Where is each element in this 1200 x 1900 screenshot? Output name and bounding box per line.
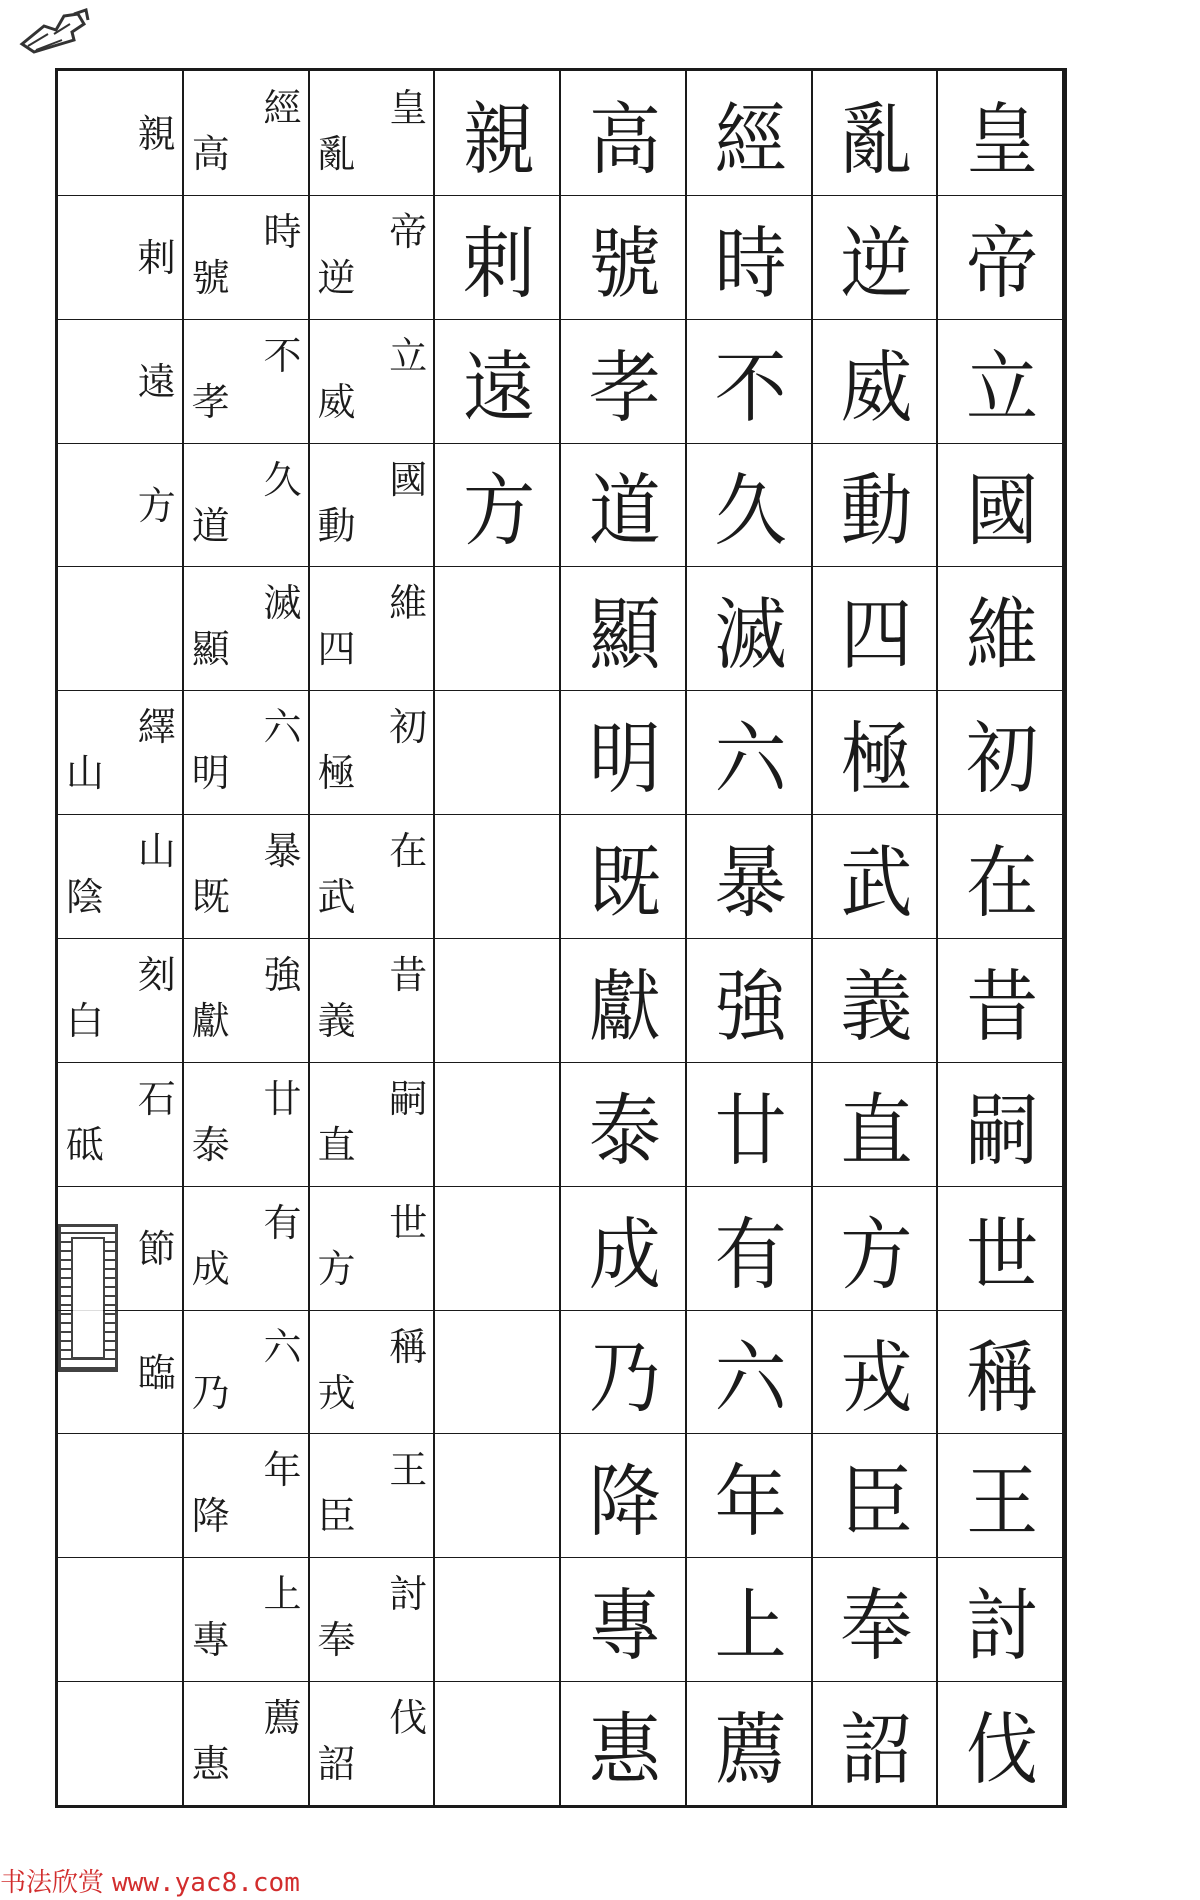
seal-glyph: 義 <box>840 961 911 1052</box>
transcription-char: 剌 <box>137 235 176 280</box>
seal-glyph-cell <box>813 1186 939 1310</box>
transcription-char: 稱 <box>389 1324 428 1369</box>
transcription-char: 義 <box>317 999 356 1043</box>
seal-glyph: 昔 <box>966 961 1037 1052</box>
seal-glyph: 維 <box>966 589 1037 681</box>
seal-glyph: 戎 <box>840 1332 911 1424</box>
transcription-char: 帝 <box>389 209 428 254</box>
seal-glyph-cell <box>687 566 813 690</box>
seal-glyph: 世 <box>966 1208 1037 1300</box>
seal-glyph: 惠 <box>588 1704 659 1795</box>
seal-glyph: 薦 <box>714 1704 785 1795</box>
seal-glyph-cell <box>435 71 561 195</box>
transcription-char: 世 <box>389 1200 428 1245</box>
seal-glyph: 明 <box>588 713 659 805</box>
transcription-cell <box>184 690 310 814</box>
seal-glyph: 詔 <box>840 1704 911 1795</box>
seal-glyph: 專 <box>588 1580 659 1672</box>
seal-glyph: 滅 <box>714 589 785 681</box>
seal-glyph: 嗣 <box>966 1084 1037 1176</box>
seal-glyph-cell <box>813 1557 939 1681</box>
transcription-cell <box>184 938 310 1062</box>
seal-glyph-cell <box>938 1062 1064 1186</box>
seal-glyph: 國 <box>966 465 1037 557</box>
transcription-cell <box>58 938 184 1062</box>
seal-glyph-cell <box>561 1557 687 1681</box>
seal-glyph-cell <box>687 195 813 319</box>
transcription-char: 極 <box>317 751 356 796</box>
seal-glyph-cell <box>938 71 1064 195</box>
seal-glyph-cell <box>813 1310 939 1434</box>
seal-glyph-cell <box>938 814 1064 938</box>
seal-glyph-cell <box>687 814 813 938</box>
seal-glyph: 初 <box>966 713 1037 805</box>
transcription-char: 遠 <box>137 359 176 404</box>
transcription-char: 立 <box>389 333 428 378</box>
logo-stamp <box>14 6 96 56</box>
transcription-char: 方 <box>317 1246 356 1291</box>
transcription-char: 年 <box>263 1448 302 1493</box>
seal-glyph-cell <box>687 690 813 814</box>
transcription-char: 乃 <box>191 1370 230 1415</box>
seal-glyph-cell <box>687 1681 813 1805</box>
transcription-cell <box>310 814 436 938</box>
transcription-char: 高 <box>191 132 230 176</box>
seal-glyph-cell <box>938 1433 1064 1557</box>
seal-glyph: 直 <box>840 1084 911 1176</box>
transcription-cell <box>310 319 436 443</box>
seal-glyph-cell <box>938 1557 1064 1681</box>
seal-glyph: 伐 <box>966 1704 1037 1795</box>
transcription-cell <box>184 443 310 567</box>
seal-glyph: 乃 <box>588 1332 659 1424</box>
seal-glyph-cell <box>435 195 561 319</box>
transcription-cell <box>58 443 184 567</box>
transcription-cell <box>184 1681 310 1805</box>
transcription-char: 親 <box>137 112 176 156</box>
seal-glyph: 親 <box>463 94 534 185</box>
calligraphy-grid <box>55 68 1067 1808</box>
transcription-char: 泰 <box>191 1122 230 1167</box>
seal-glyph: 奉 <box>840 1580 911 1672</box>
seal-glyph: 方 <box>463 465 534 557</box>
seal-glyph-cell <box>561 814 687 938</box>
seal-glyph-cell <box>561 1681 687 1805</box>
transcription-char: 山 <box>66 751 105 796</box>
seal-glyph-cell <box>813 1681 939 1805</box>
seal-glyph-cell <box>938 938 1064 1062</box>
seal-glyph: 極 <box>840 713 911 805</box>
transcription-char: 在 <box>389 829 428 874</box>
transcription-char: 繹 <box>137 705 176 750</box>
transcription-char: 經 <box>263 86 302 130</box>
seal-glyph: 久 <box>714 465 785 557</box>
seal-glyph-cell <box>938 1681 1064 1805</box>
transcription-cell <box>310 1681 436 1805</box>
seal-glyph: 既 <box>588 837 659 928</box>
seal-glyph: 高 <box>588 94 659 185</box>
seal-glyph-cell <box>561 690 687 814</box>
transcription-cell <box>58 71 184 195</box>
transcription-cell <box>58 1062 184 1186</box>
seal-glyph-cell <box>561 566 687 690</box>
transcription-cell <box>184 1062 310 1186</box>
seal-glyph-cell <box>561 71 687 195</box>
transcription-char: 國 <box>389 457 428 502</box>
seal-glyph-cell <box>687 1062 813 1186</box>
seal-glyph-cell <box>687 938 813 1062</box>
seal-glyph: 獻 <box>588 961 659 1052</box>
seal-glyph: 暴 <box>714 837 785 928</box>
transcription-cell <box>310 195 436 319</box>
transcription-char: 皇 <box>389 86 428 130</box>
transcription-char: 砥 <box>66 1122 105 1167</box>
transcription-char: 廿 <box>263 1076 302 1121</box>
transcription-char: 昔 <box>389 953 428 997</box>
transcription-cell <box>58 690 184 814</box>
transcription-cell <box>310 1310 436 1434</box>
transcription-cell <box>184 195 310 319</box>
seal-glyph: 上 <box>714 1580 785 1672</box>
seal-glyph-cell <box>561 1186 687 1310</box>
seal-glyph-cell <box>435 443 561 567</box>
transcription-cell <box>310 71 436 195</box>
seal-glyph: 年 <box>714 1456 785 1548</box>
transcription-char: 方 <box>137 483 176 528</box>
transcription-char: 直 <box>317 1122 356 1167</box>
seal-glyph: 顯 <box>588 589 659 681</box>
transcription-char: 既 <box>191 875 230 920</box>
transcription-char: 逆 <box>317 255 356 300</box>
transcription-char: 威 <box>317 379 356 424</box>
transcription-char: 降 <box>191 1494 230 1539</box>
seal-glyph-cell <box>687 1557 813 1681</box>
transcription-cell <box>310 690 436 814</box>
transcription-char: 伐 <box>389 1696 428 1741</box>
transcription-char: 號 <box>191 255 230 300</box>
seal-glyph-cell <box>938 1310 1064 1434</box>
seal-glyph: 孝 <box>588 341 659 433</box>
seal-glyph: 動 <box>840 465 911 557</box>
seal-glyph: 逆 <box>840 217 911 309</box>
transcription-cell <box>310 443 436 567</box>
transcription-char: 專 <box>191 1618 230 1663</box>
seal-glyph: 亂 <box>840 94 911 185</box>
seal-glyph-cell <box>687 443 813 567</box>
seal-glyph-cell <box>813 1433 939 1557</box>
transcription-cell <box>310 1186 436 1310</box>
seal-glyph-cell <box>813 319 939 443</box>
transcription-char: 節 <box>137 1226 176 1271</box>
transcription-cell <box>184 319 310 443</box>
seal-glyph-cell <box>813 443 939 567</box>
transcription-cell <box>310 1557 436 1681</box>
transcription-char: 六 <box>263 1324 302 1369</box>
seal-glyph-cell <box>938 195 1064 319</box>
transcription-char: 上 <box>263 1572 302 1617</box>
transcription-cell <box>184 814 310 938</box>
seal-glyph: 六 <box>714 1332 785 1424</box>
transcription-char: 久 <box>263 457 302 502</box>
transcription-char: 詔 <box>317 1742 356 1787</box>
seal-glyph: 強 <box>714 961 785 1052</box>
seal-glyph-cell <box>813 690 939 814</box>
seal-glyph: 經 <box>714 94 785 185</box>
seal-glyph-cell <box>687 319 813 443</box>
seal-glyph-cell <box>561 938 687 1062</box>
transcription-char: 惠 <box>191 1742 230 1787</box>
seal-glyph-cell <box>938 319 1064 443</box>
seal-glyph-cell <box>938 1186 1064 1310</box>
seal-glyph: 四 <box>840 589 911 681</box>
site-url: www.yac8.com <box>112 1868 300 1898</box>
seal-stamp <box>58 1224 118 1372</box>
transcription-char: 刻 <box>137 953 176 997</box>
transcription-char: 道 <box>191 503 230 548</box>
seal-glyph-cell <box>813 195 939 319</box>
transcription-cell <box>184 1186 310 1310</box>
transcription-char: 六 <box>263 705 302 750</box>
transcription-char: 孝 <box>191 379 230 424</box>
transcription-char: 嗣 <box>389 1076 428 1121</box>
seal-glyph: 武 <box>840 837 911 928</box>
transcription-char: 強 <box>263 953 302 997</box>
seal-glyph: 在 <box>966 837 1037 928</box>
seal-glyph: 皇 <box>966 94 1037 185</box>
watermark-footer <box>0 1862 300 1899</box>
transcription-cell <box>184 566 310 690</box>
transcription-char: 獻 <box>191 999 230 1043</box>
transcription-char: 臣 <box>317 1494 356 1539</box>
seal-glyph: 遠 <box>463 341 534 433</box>
transcription-char: 有 <box>263 1200 302 1245</box>
seal-glyph: 時 <box>714 217 785 309</box>
seal-glyph-cell <box>687 1433 813 1557</box>
seal-glyph: 六 <box>714 713 785 805</box>
transcription-cell <box>310 938 436 1062</box>
transcription-cell <box>184 1433 310 1557</box>
site-name: 书法欣赏 <box>0 1868 105 1898</box>
seal-glyph: 稱 <box>966 1332 1037 1424</box>
transcription-cell <box>310 566 436 690</box>
seal-glyph-cell <box>813 814 939 938</box>
transcription-char: 顯 <box>191 627 230 672</box>
seal-glyph: 方 <box>840 1208 911 1300</box>
seal-glyph-cell <box>561 443 687 567</box>
transcription-cell <box>58 195 184 319</box>
seal-glyph-cell <box>687 71 813 195</box>
transcription-char: 戎 <box>317 1370 356 1415</box>
transcription-char: 明 <box>191 751 230 796</box>
seal-glyph-cell <box>561 195 687 319</box>
transcription-char: 白 <box>66 999 105 1043</box>
seal-glyph-cell <box>561 319 687 443</box>
transcription-char: 臨 <box>137 1350 176 1395</box>
seal-glyph: 有 <box>714 1208 785 1300</box>
seal-glyph-cell <box>813 938 939 1062</box>
seal-glyph: 道 <box>588 465 659 557</box>
seal-glyph: 號 <box>588 217 659 309</box>
seal-glyph: 王 <box>966 1456 1037 1548</box>
transcription-cell <box>184 71 310 195</box>
transcription-cell <box>184 1557 310 1681</box>
transcription-cell <box>310 1062 436 1186</box>
transcription-char: 滅 <box>263 581 302 626</box>
transcription-char: 初 <box>389 705 428 750</box>
transcription-char: 成 <box>191 1246 230 1291</box>
seal-glyph: 不 <box>714 341 785 433</box>
transcription-cell <box>310 1433 436 1557</box>
transcription-char: 陰 <box>66 875 105 920</box>
transcription-cell <box>184 1310 310 1434</box>
seal-glyph-cell <box>435 319 561 443</box>
transcription-char: 山 <box>137 829 176 874</box>
seal-glyph: 討 <box>966 1580 1037 1672</box>
transcription-cell <box>58 319 184 443</box>
transcription-char: 暴 <box>263 829 302 874</box>
seal-glyph: 威 <box>840 341 911 433</box>
seal-glyph-cell <box>813 1062 939 1186</box>
transcription-char: 時 <box>263 209 302 254</box>
seal-glyph-cell <box>938 566 1064 690</box>
seal-glyph: 成 <box>588 1208 659 1300</box>
transcription-char: 動 <box>317 503 356 548</box>
seal-glyph-cell <box>938 443 1064 567</box>
seal-glyph: 降 <box>588 1456 659 1548</box>
seal-glyph-cell <box>813 566 939 690</box>
seal-glyph-cell <box>687 1186 813 1310</box>
transcription-char: 維 <box>389 581 428 626</box>
seal-glyph-cell <box>938 690 1064 814</box>
seal-glyph: 泰 <box>588 1084 659 1176</box>
transcription-char: 武 <box>317 875 356 920</box>
transcription-char: 薦 <box>263 1696 302 1741</box>
transcription-char: 奉 <box>317 1618 356 1663</box>
seal-glyph: 剌 <box>463 217 534 309</box>
seal-glyph-cell <box>813 71 939 195</box>
transcription-char: 王 <box>389 1448 428 1493</box>
seal-glyph-cell <box>561 1310 687 1434</box>
seal-glyph-cell <box>561 1433 687 1557</box>
seal-glyph-cell <box>687 1310 813 1434</box>
seal-glyph: 帝 <box>966 217 1037 309</box>
seal-glyph-cell <box>561 1062 687 1186</box>
seal-glyph: 臣 <box>840 1456 911 1548</box>
seal-glyph: 立 <box>966 341 1037 433</box>
transcription-cell <box>58 814 184 938</box>
transcription-char: 四 <box>317 627 356 672</box>
transcription-char: 石 <box>137 1076 176 1121</box>
seal-glyph: 廿 <box>714 1084 785 1176</box>
transcription-char: 討 <box>389 1572 428 1617</box>
transcription-char: 不 <box>263 333 302 378</box>
transcription-char: 亂 <box>317 132 356 176</box>
